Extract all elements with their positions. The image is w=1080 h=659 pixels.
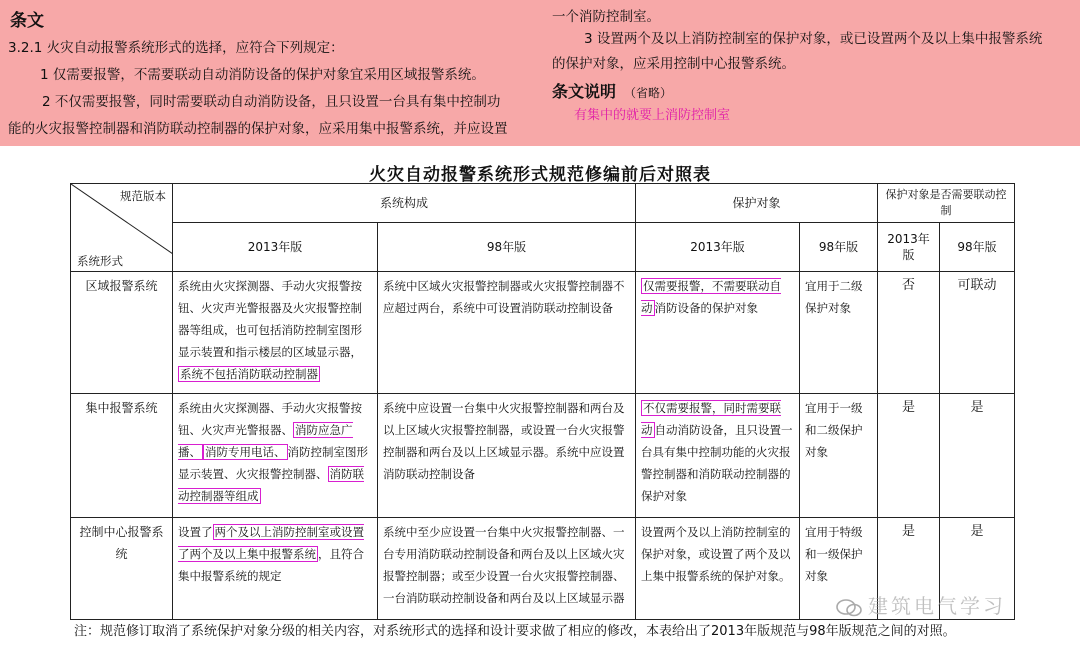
chat-bubbles-icon — [836, 598, 862, 618]
cell-comp-98: 系统中区域火灾报警控制器或火灾报警控制器不应超过两台，系统中可设置消防联动控制设备 — [378, 272, 636, 394]
comparison-table — [70, 183, 1015, 620]
highlight-annotation: 有集中的就要上消防控制室 — [574, 108, 731, 123]
clause-line-4: 能的火灾报警控制器和消防联动控制器的保护对象，应采用集中报警系统，并应设置 — [8, 121, 508, 137]
cell-link-98: 是 — [940, 518, 1015, 620]
header-linkage: 保护对象是否需要联动控制 — [878, 184, 1015, 223]
clause-right-column — [552, 8, 1072, 123]
clause-left-column — [8, 6, 528, 143]
table-footnote: 注：规范修订取消了系统保护对象分级的相关内容，对系统形式的选择和设计要求做了相应的修改，本表给出了2013年版规范与98年版规范之间的对照。 — [74, 624, 956, 639]
clause-line-2: 1 仅需要报警，不需要联动自动消防设备的保护对象宜采用区域报警系统。 — [40, 67, 485, 83]
cell-comp-2013: 系统由火灾探测器、手动火灾报警按钮、火灾声光警报器、 消防应急广播、 消防专用电话、 消防控制室图形显示装置、火灾报警控制器、 消防联动控制器等组成 — [173, 394, 378, 518]
clause-line-3: 2 不仅需要报警，同时需要联动自动消防设备，且只设置一台具有集中控制功 — [42, 94, 501, 110]
header-composition: 系统构成 — [173, 184, 636, 223]
highlighted-text: 消防专用电话、 — [205, 445, 286, 459]
cell-link-2013: 否 — [878, 272, 940, 394]
header-row-2 — [71, 223, 1015, 272]
highlighted-text: 仅需要报警，不需要联动自动 — [641, 279, 782, 315]
cell-comp-98: 系统中应设置一台集中火灾报警控制器和两台及以上区域火灾报警控制器，或设置一台火灾报警控制器和两台及以上区域显示器。系统中应设置消防联动控制设备 — [378, 394, 636, 518]
header-protected-objects: 保护对象 — [636, 184, 878, 223]
highlighted-text: 消防联动控制器等组成 — [178, 467, 364, 503]
cell-prot-2013: 设置两个及以上消防控制室的保护对象，或设置了两个及以上集中报警系统的保护对象。 — [636, 518, 800, 620]
clause-right-line-3: 的保护对象，应采用控制中心报警系统。 — [552, 56, 795, 72]
clause-panel — [0, 0, 1080, 146]
highlighted-text: 两个及以上消防控制室或设置了两个及以上集中报警系统 — [178, 525, 364, 561]
header-comp-2013: 2013年版 — [173, 223, 378, 272]
cell-comp-98: 系统中至少应设置一台集中火灾报警控制器、一台专用消防联动控制设备和两台及以上区域火灾报警控制器；或至少设置一台火灾报警控制器、一台消防联动控制设备和两台及以上区域显示器 — [378, 518, 636, 620]
table-title: 火灾自动报警系统形式规范修编前后对照表 — [369, 165, 711, 185]
table-row — [71, 394, 1015, 518]
row-name-centralized: 集中报警系统 — [71, 394, 173, 518]
cell-prot-2013: 不仅需要报警，同时需要联动 自动消防设备，且只设置一台具有集中控制功能的火灾报警控制器和消防联动控制器的保护对象 — [636, 394, 800, 518]
cell-link-98: 可联动 — [940, 272, 1015, 394]
corner-label-system: 系统形式 — [77, 254, 123, 268]
cell-prot-98: 宜用于二级保护对象 — [800, 272, 878, 394]
corner-header-cell — [71, 184, 173, 272]
explanation-heading: 条文说明 （省略） — [552, 82, 673, 101]
clause-line-1: 3.2.1 火灾自动报警系统形式的选择，应符合下列规定： — [8, 40, 344, 56]
cell-link-2013: 是 — [878, 518, 940, 620]
header-link-2013: 2013年版 — [878, 223, 940, 272]
clause-right-line-1: 一个消防控制室。 — [552, 9, 660, 25]
header-link-98: 98年版 — [940, 223, 1015, 272]
row-name-regional: 区域报警系统 — [71, 272, 173, 394]
cell-comp-2013: 系统由火灾探测器、手动火灾报警按钮、火灾声光警报器及火灾报警控制器等组成，也可包括消防控制室图形显示装置和指示楼层的区域显示器，系统不包括消防联动控制器 — [173, 272, 378, 394]
cell-comp-2013: 设置了 两个及以上消防控制室或设置了两个及以上集中报警系统 ，且符合集中报警系统的规定 — [173, 518, 378, 620]
cell-link-2013: 是 — [878, 394, 940, 518]
explanation-note: （省略） — [624, 86, 673, 100]
cell-link-98: 是 — [940, 394, 1015, 518]
header-row-1 — [71, 184, 1015, 223]
highlighted-text: 系统不包括消防联动控制器 — [180, 367, 318, 381]
corner-label-version: 规范版本 — [120, 189, 166, 203]
table-row — [71, 272, 1015, 394]
header-prot-2013: 2013年版 — [636, 223, 800, 272]
header-prot-98: 98年版 — [800, 223, 878, 272]
clause-heading: 条文 — [10, 11, 44, 31]
cell-prot-98: 宜用于一级和二级保护对象 — [800, 394, 878, 518]
watermark — [836, 590, 1006, 619]
cell-prot-2013: 仅需要报警，不需要联动自动 消防设备的保护对象 — [636, 272, 800, 394]
cell-prot-98: 宜用于特级和一级保护对象 — [800, 518, 878, 620]
highlighted-text: 消防应急广播、 — [178, 423, 353, 459]
clause-right-line-2: 3 设置两个及以上消防控制室的保护对象，或已设置两个及以上集中报警系统 — [584, 31, 1043, 47]
watermark-text: 建筑电气学习 — [868, 594, 1006, 618]
highlighted-text: 不仅需要报警，同时需要联动 — [641, 401, 782, 437]
row-name-control-center: 控制中心报警系统 — [71, 518, 173, 620]
header-comp-98: 98年版 — [378, 223, 636, 272]
